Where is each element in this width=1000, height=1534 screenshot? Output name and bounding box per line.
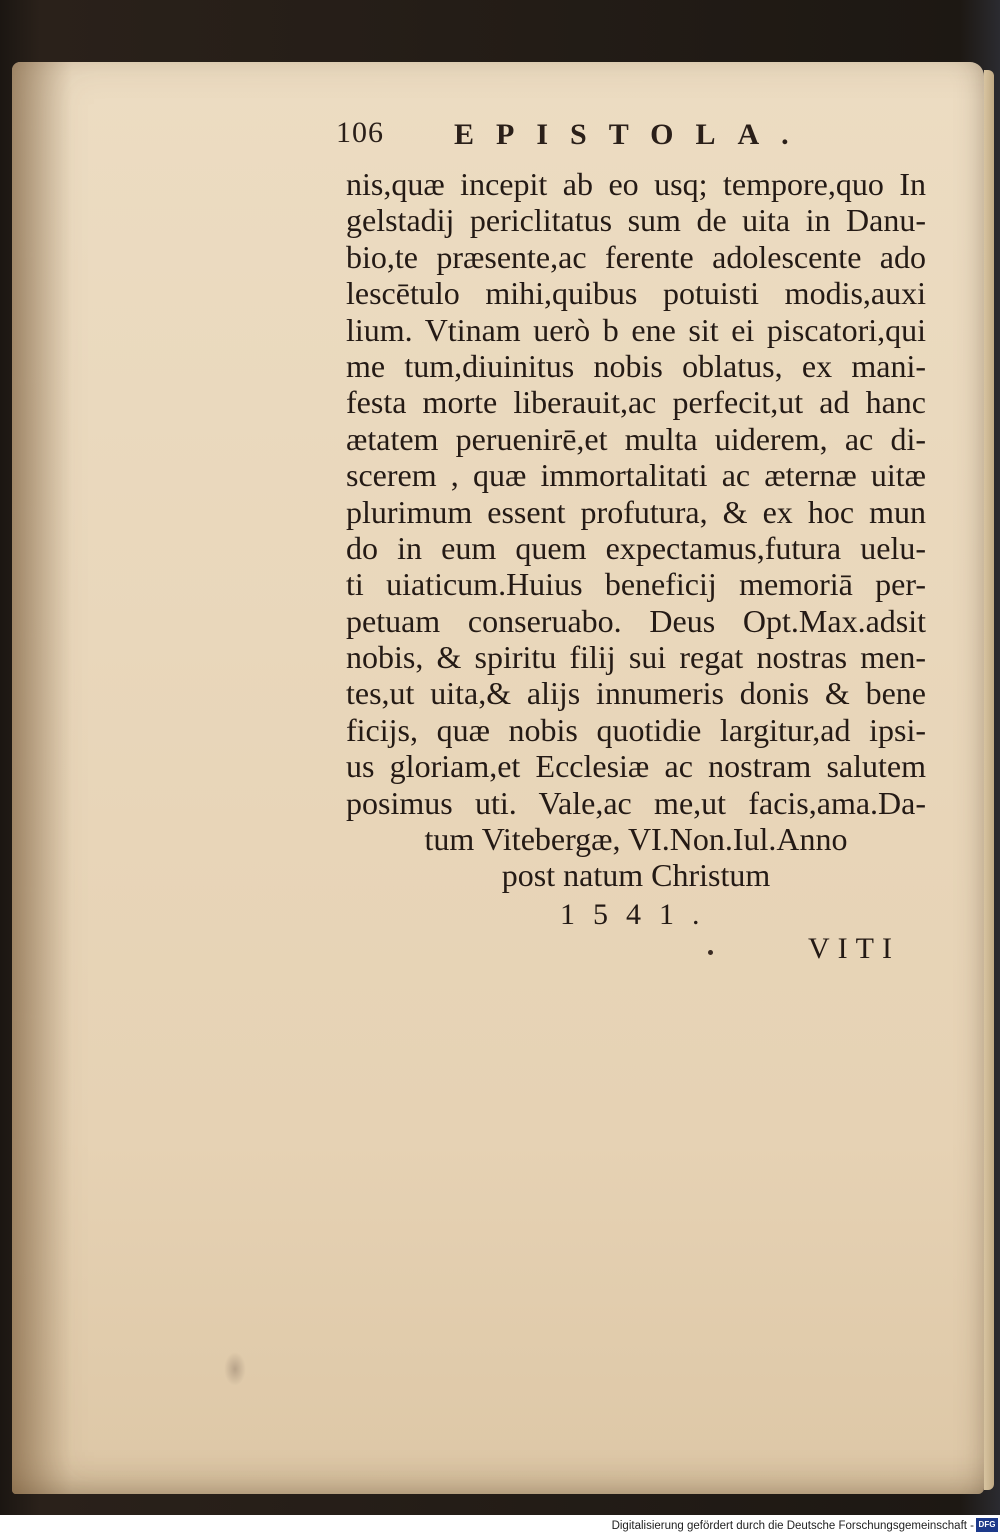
closing-line: tum Vitebergæ, VI.Non.Iul.Anno <box>424 821 848 858</box>
text-line: ætatem peruenirē,et multa uiderem, ac di- <box>346 420 926 457</box>
text-line: me tum,diuinitus nobis oblatus, ex mani- <box>346 347 926 384</box>
text-line: ti uiaticum.Huius beneficij memoriā per- <box>346 566 926 603</box>
text-line: ficijs, quæ nobis quotidie largitur,ad ipsi- <box>346 711 926 748</box>
text-line: gelstadij periclitatus sum de uita in Danu- <box>346 202 926 239</box>
text-line: festa morte liberauit,ac perfecit,ut ad hanc <box>346 384 926 421</box>
page-number: 106 <box>336 116 384 149</box>
text-line: lescētulo mihi,quibus potuisti modis,auxi <box>346 275 926 312</box>
footer-credit: Digitalisierung gefördert durch die Deutsche Forschungsgemeinschaft - <box>611 1520 974 1532</box>
text-line: us gloriam,et Ecclesiæ ac nostram salutem <box>346 748 926 785</box>
text-line: scerem , quæ immortalitati ac æternæ uitæ <box>346 457 926 494</box>
text-line: lium. Vtinam uerò b ene sit ei piscatori,qui <box>346 311 926 348</box>
text-line: tes,ut uita,& alijs innumeris donis & bene <box>346 675 926 712</box>
text-line: petuam conseruabo. Deus Opt.Max.adsit <box>346 602 926 639</box>
year-line: 1541. <box>560 898 718 931</box>
text-line: bio,te præsente,ac ferente adolescente ado <box>346 238 926 275</box>
digitization-footer <box>0 1515 1000 1534</box>
page-right-edge <box>984 70 994 1490</box>
closing-line: post natum Christum <box>501 857 771 894</box>
text-line: posimus uti. Vale,ac me,ut facis,ama.Da- <box>346 784 926 821</box>
text-line: do in eum quem expectamus,futura uelu- <box>346 529 926 566</box>
running-head: EPISTOLA. <box>454 118 811 151</box>
printer-dot <box>708 950 713 955</box>
catchword: VITI <box>808 932 900 965</box>
text-line: plurimum essent profutura, & ex hoc mun <box>346 493 926 530</box>
body-text <box>346 166 926 894</box>
page-gutter-shadow <box>12 62 72 1494</box>
paper-stain <box>224 1352 246 1386</box>
text-line: nis,quæ incepit ab eo usq; tempore,quo In <box>346 166 926 202</box>
page-header <box>336 116 926 160</box>
text-line: nobis, & spiritu filij sui regat nostras men- <box>346 639 926 676</box>
dfg-logo: DFG <box>976 1518 998 1532</box>
